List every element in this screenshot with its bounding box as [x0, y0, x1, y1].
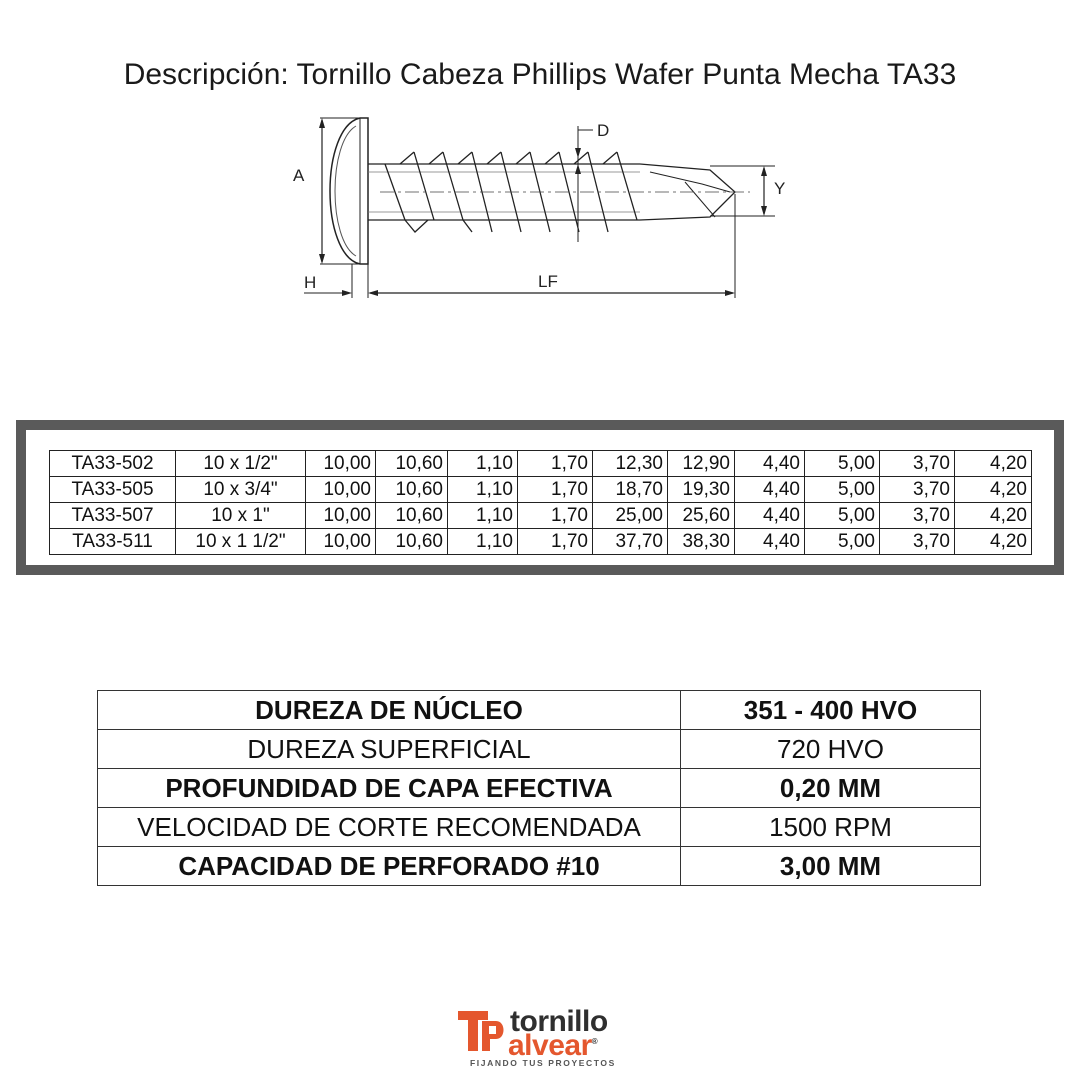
- property-row: [98, 691, 981, 730]
- table-row: [50, 529, 1032, 555]
- table-cell: 4,40: [735, 451, 805, 477]
- table-cell: 10,60: [376, 529, 448, 555]
- table-cell: 1,10: [448, 477, 518, 503]
- table-cell: 4,40: [735, 477, 805, 503]
- table-cell: 5,00: [805, 477, 880, 503]
- label-Y: Y: [774, 179, 786, 198]
- table-cell: 1,10: [448, 529, 518, 555]
- table-cell: 3,70: [880, 451, 955, 477]
- table-cell: 10 x 1 1/2": [176, 529, 306, 555]
- property-label: DUREZA SUPERFICIAL: [98, 730, 681, 769]
- property-value: 720 HVO: [681, 730, 981, 769]
- table-cell: 12,90: [668, 451, 735, 477]
- table-cell: 10,00: [306, 451, 376, 477]
- label-H: H: [304, 273, 317, 292]
- table-cell: 25,00: [593, 503, 668, 529]
- table-cell: 4,40: [735, 503, 805, 529]
- property-row: [98, 769, 981, 808]
- table-cell: 1,10: [448, 503, 518, 529]
- table-cell: 38,30: [668, 529, 735, 555]
- table-cell: 25,60: [668, 503, 735, 529]
- table-cell: 19,30: [668, 477, 735, 503]
- label-D: D: [597, 121, 610, 140]
- table-cell: 10,00: [306, 477, 376, 503]
- table-cell: 4,20: [955, 451, 1032, 477]
- table-cell: 3,70: [880, 503, 955, 529]
- property-value: 0,20 MM: [681, 769, 981, 808]
- tornillo-alvear-logo: [458, 1005, 628, 1070]
- logo-word-alvear: alvear®: [508, 1029, 598, 1062]
- table-cell: 10,00: [306, 503, 376, 529]
- table-cell: 3,70: [880, 529, 955, 555]
- logo-word-tornillo: tornillo: [510, 1005, 608, 1038]
- table-cell: 10,60: [376, 503, 448, 529]
- table-cell: 10,00: [306, 529, 376, 555]
- label-A: A: [293, 166, 305, 185]
- logo-tagline: FIJANDO TUS PROYECTOS: [470, 1058, 616, 1068]
- screw-technical-drawing: [290, 112, 790, 307]
- table-cell: TA33-505: [50, 477, 176, 503]
- table-cell: 5,00: [805, 503, 880, 529]
- table-cell: 37,70: [593, 529, 668, 555]
- property-value: 3,00 MM: [681, 847, 981, 886]
- table-cell: 1,70: [518, 477, 593, 503]
- table-cell: 10 x 1": [176, 503, 306, 529]
- property-label: PROFUNDIDAD DE CAPA EFECTIVA: [98, 769, 681, 808]
- table-cell: 1,70: [518, 503, 593, 529]
- table-cell: 1,70: [518, 529, 593, 555]
- property-label: CAPACIDAD DE PERFORADO #10: [98, 847, 681, 886]
- table-cell: 12,30: [593, 451, 668, 477]
- property-label: VELOCIDAD DE CORTE RECOMENDADA: [98, 808, 681, 847]
- logo-mark-icon: [458, 1011, 508, 1055]
- property-value: 1500 RPM: [681, 808, 981, 847]
- table-cell: 10 x 3/4": [176, 477, 306, 503]
- table-cell: 4,20: [955, 477, 1032, 503]
- table-cell: 10,60: [376, 477, 448, 503]
- dimensions-table: [49, 450, 1032, 555]
- table-cell: 4,20: [955, 503, 1032, 529]
- table-cell: 10 x 1/2": [176, 451, 306, 477]
- property-row: [98, 847, 981, 886]
- table-row: [50, 477, 1032, 503]
- table-cell: 1,10: [448, 451, 518, 477]
- label-LF: LF: [538, 272, 558, 291]
- table-cell: 4,40: [735, 529, 805, 555]
- property-label: DUREZA DE NÚCLEO: [98, 691, 681, 730]
- table-cell: TA33-502: [50, 451, 176, 477]
- property-value: 351 - 400 HVO: [681, 691, 981, 730]
- table-cell: 10,60: [376, 451, 448, 477]
- page-title: Descripción: Tornillo Cabeza Phillips Wafer Punta Mecha TA33: [123, 58, 957, 91]
- table-cell: 5,00: [805, 529, 880, 555]
- table-row: [50, 503, 1032, 529]
- table-cell: 1,70: [518, 451, 593, 477]
- table-cell: 5,00: [805, 451, 880, 477]
- table-row: [50, 451, 1032, 477]
- property-row: [98, 808, 981, 847]
- property-row: [98, 730, 981, 769]
- properties-table: [97, 690, 981, 886]
- table-cell: 18,70: [593, 477, 668, 503]
- table-cell: 4,20: [955, 529, 1032, 555]
- table-cell: TA33-511: [50, 529, 176, 555]
- table-cell: TA33-507: [50, 503, 176, 529]
- table-cell: 3,70: [880, 477, 955, 503]
